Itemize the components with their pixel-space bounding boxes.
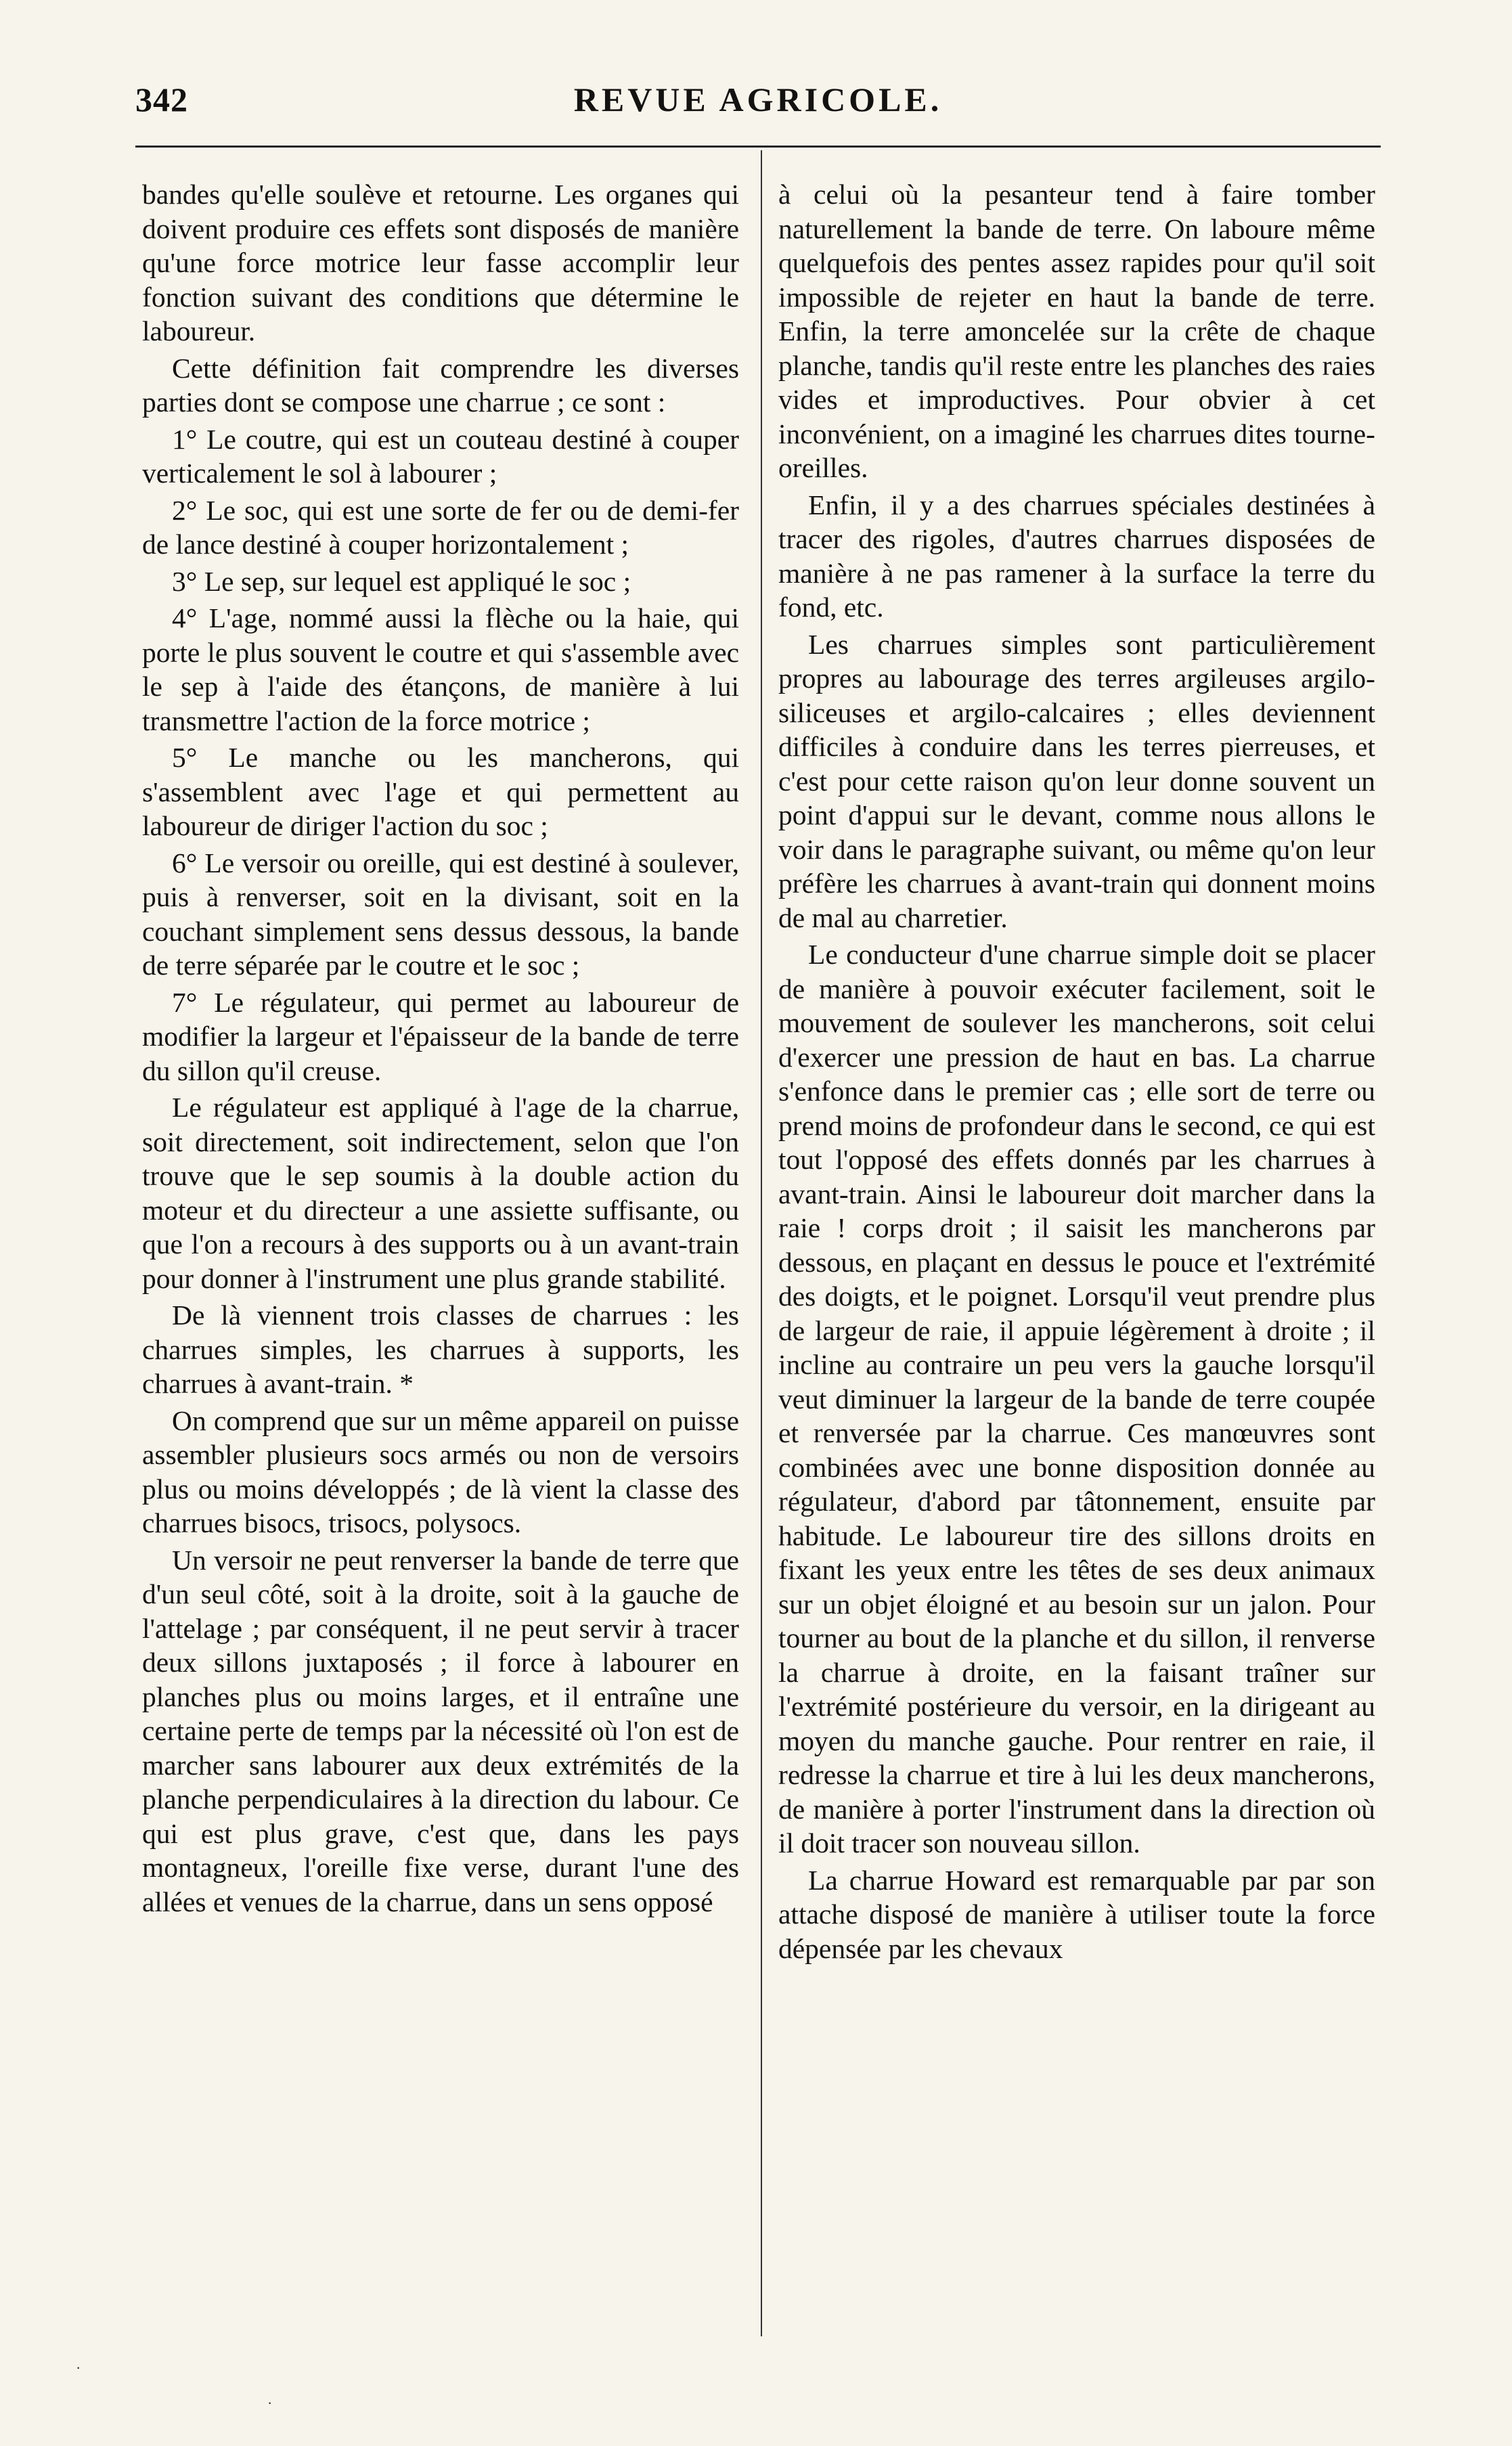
paragraph: à celui où la pesanteur tend à faire tomber naturellement la bande de terre. On laboure même quelquefois des pentes assez rapides pour qu'il soit impossible de rejeter en haut la bande de terre. Enfin, la terre amoncelée sur la crête de chaque planche, tandis qu'il reste entre les planches des raies vides et improductives. Pour obvier à cet inconvénient, on a imaginé les charrues dites tourne-oreilles. [778, 179, 1375, 483]
ink-speck-mark: · [76, 2359, 81, 2376]
page-number: 342 [135, 81, 188, 118]
paragraph: Cette définition fait comprendre les diverses parties dont se compose une charrue ; ce sont : [142, 352, 739, 418]
paragraph: 4° L'age, nommé aussi la flèche ou la haie, qui porte le plus souvent le coutre et qui s'assemble avec le sep à l'aide des étançons, de manière à lui transmettre l'action de la force motrice ; [142, 602, 739, 736]
paragraph: Le régulateur est appliqué à l'age de la charrue, soit directement, soit indirectement, selon que l'on trouve que le sep soumis à la double action du moteur et du directeur a une assiette suffisante, ou que l'on a recours à des supports ou à un avant-train pour donner à l'instrument une plus grande stabilité. [142, 1092, 739, 1294]
paragraph: On comprend que sur un même appareil on puisse assembler plusieurs socs armés ou non de versoirs plus ou moins développés ; de là vient la classe des charrues bisocs, trisocs, polysocs. [142, 1404, 739, 1538]
paragraph: bandes qu'elle soulève et retourne. Les organes qui doivent produire ces effets sont disposés de manière qu'une force motrice leur fasse accomplir leur fonction suivant des conditions que détermine le laboureur. [142, 179, 739, 347]
paragraph: 7° Le régulateur, qui permet au laboureur de modifier la largeur et l'épaisseur de la bande de terre du sillon qu'il creuse. [142, 986, 739, 1086]
running-head: REVUE AGRICOLE. [573, 81, 943, 118]
header-rule [135, 146, 1381, 148]
paragraph: Un versoir ne peut renverser la bande de terre que d'un seul côté, soit à la droite, soit à la gauche de l'attelage ; par conséquent, il ne peut servir à tracer deux sillons juxtaposés ; il force à labourer en planches plus ou moins larges, et il entraîne une certaine perte de temps par la nécessité où l'on est de marcher sans labourer aux deux extrémités de la planche perpendiculaires à la direction du labour. Ce qui est plus grave, c'est que, dans les pays montagneux, l'oreille fixe verse, durant l'une des allées et venues de la charrue, dans un sens opposé [142, 1544, 739, 1917]
paragraph: Enfin, il y a des charrues spéciales destinées à tracer des rigoles, d'autres charrues disposées de manière à ne pas ramener à la surface la terre du fond, etc. [778, 489, 1375, 623]
paragraph: 2° Le soc, qui est une sorte de fer ou de demi-fer de lance destiné à couper horizontalement ; [142, 494, 739, 560]
column-divider [761, 150, 762, 2336]
page-header [135, 80, 1381, 134]
paragraph: 3° Le sep, sur lequel est appliqué le soc ; [172, 565, 631, 597]
paragraph: La charrue Howard est remarquable par par son attache disposé de manière à utiliser toute la force dépensée par les chevaux [778, 1864, 1375, 1964]
paragraph: 1° Le coutre, qui est un couteau destiné à couper verticalement le sol à labourer ; [142, 423, 739, 489]
paragraph: 5° Le manche ou les mancherons, qui s'assemblent avec l'age et qui permettent au laboureur de diriger l'action du soc ; [142, 742, 739, 841]
paragraph: De là viennent trois classes de charrues : les charrues simples, les charrues à supports, les charrues à avant-train. * [142, 1299, 739, 1399]
paragraph: 6° Le versoir ou oreille, qui est destiné à soulever, puis à renverser, soit en la divisant, soit en la couchant simplement sens dessus dessous, la bande de terre séparée par le coutre et le soc ; [142, 847, 739, 981]
paragraph: Le conducteur d'une charrue simple doit se placer de manière à pouvoir exécuter facilement, soit le mouvement de soulever les mancherons, soit celui d'exercer une pression de haut en bas. La charrue s'enfonce dans le premier cas ; elle sort de terre ou prend moins de profondeur dans le second, ce qui est tout l'opposé des effets donnés par les charrues à avant-train. Ainsi le laboureur doit marcher dans la raie ! corps droit ; il saisit les mancherons par dessous, en plaçant en dessus le pouce et l'extrémité des doigts, et le poignet. Lorsqu'il veut prendre plus de largeur de raie, il appuie légèrement à droite ; il incline au contraire un peu vers la gauche lorsqu'il veut diminuer la largeur de la bande de terre coupée et renversée par la charrue. Ces manœuvres sont combinées avec une bonne disposition donnée au régulateur, d'abord par tâtonnement, ensuite par habitude. Le laboureur tire des sillons droits en fixant les yeux entre les têtes de ses deux animaux sur un objet éloigné et au besoin sur un jalon. Pour tourner au bout de la planche et du sillon, il renverse la charrue à droite, en la faisant traîner sur l'extrémité postérieure du versoir, en la dirigeant au moyen du manche gauche. Pour rentrer en raie, il redresse la charrue et tire à lui les deux mancherons, de manière à porter l'instrument dans la direction où il doit tracer son nouveau sillon. [778, 939, 1375, 1859]
left-column [142, 177, 739, 1919]
right-column [778, 177, 1375, 1965]
ink-speck-mark: · [267, 2395, 273, 2411]
paragraph: Les charrues simples sont particulièrement propres au labourage des terres argileuses argilo-siliceuses et argilo-calcaires ; elles deviennent difficiles à conduire dans les terres pierreuses, et c'est pour cette raison qu'on leur donne souvent un point d'appui sur le devant, comme nous allons le voir dans le paragraphe suivant, ou même qu'on leur préfère les charrues à avant-train qui donnent moins de mal au charretier. [778, 628, 1375, 933]
